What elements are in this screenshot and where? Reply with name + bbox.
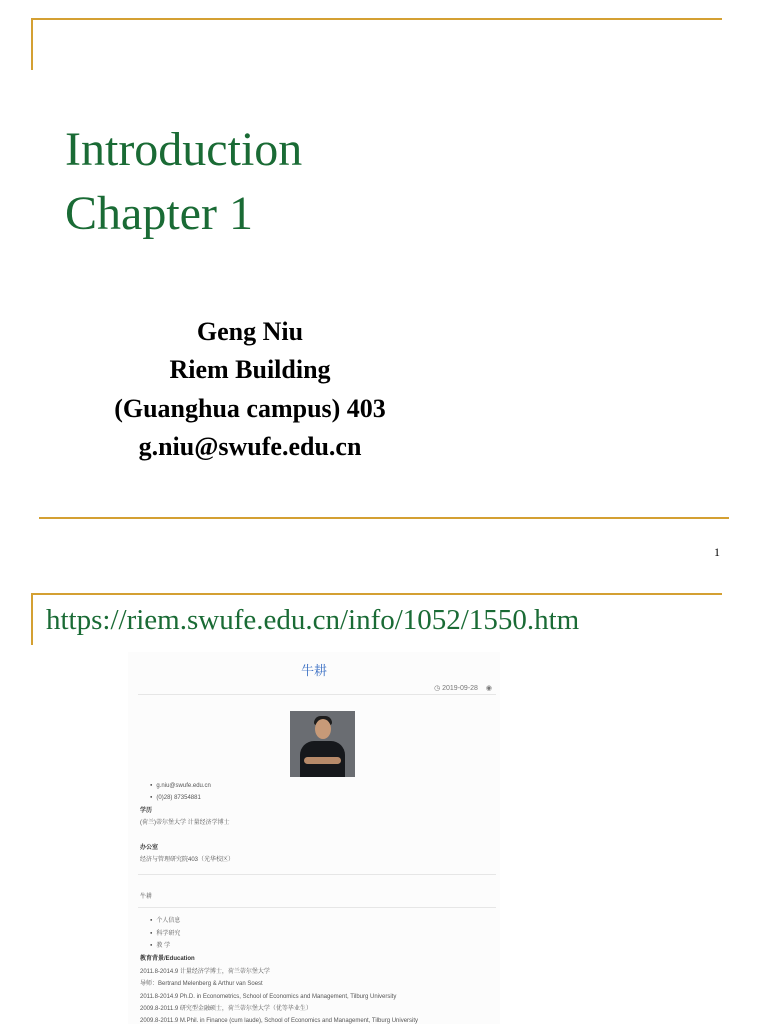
education-line: 2011.8-2014.9 Ph.D. in Econometrics, School of Economics and Management, Tilburg University (140, 994, 397, 1000)
education-line: 2009.8-2011.9 研究型金融硕士，荷兰蒂尔堡大学（优等毕业生） (140, 1006, 312, 1012)
webpage-screenshot (128, 652, 500, 1024)
menu-item-research[interactable]: ● 科学研究 (150, 931, 180, 937)
slide1-left-rule (31, 18, 33, 70)
menu-item-teaching[interactable]: ● 教 学 (150, 943, 170, 949)
degree-heading: 学历 (140, 808, 153, 814)
office-heading: 办公室 (140, 845, 159, 851)
office-text: 经济与管理研究院403（光华校区） (140, 857, 235, 863)
webpage-date (434, 684, 492, 692)
education-line: 导师：Bertrand Melenberg & Arthur van Soest (140, 981, 263, 987)
section-name: 牛耕 (140, 894, 153, 900)
education-line: 2009.8-2011.9 M.Phil. in Finance (cum laude), School of Economics and Management, Tilburg University (140, 1018, 419, 1024)
contact-email: ● g.niu@swufe.edu.cn (150, 783, 211, 789)
webpage-title: 牛耕 (300, 663, 327, 678)
page-number: 1 (714, 545, 720, 559)
slide1-top-rule (32, 18, 722, 20)
contact-phone: ● (0)28) 87354881 (150, 795, 201, 801)
clock-icon: ◷ (434, 685, 441, 692)
slide2-top-rule (32, 593, 722, 595)
profile-photo (290, 711, 355, 777)
menu-item-profile[interactable]: ● 个人信息 (150, 918, 180, 924)
slide-title: Introduction (65, 123, 303, 176)
slide1-bottom-rule (39, 517, 729, 519)
profile-url: https://riem.swufe.edu.cn/info/1052/1550.htm (46, 604, 580, 636)
section-divider-2 (138, 907, 496, 908)
education-heading: 教育背景/Education (140, 956, 195, 962)
author-building: Riem Building (169, 355, 331, 384)
author-room: (Guanghua campus) 403 (114, 394, 386, 423)
author-email: g.niu@swufe.edu.cn (138, 432, 362, 461)
date-text: 2019-09-28 (442, 685, 478, 692)
slide2-left-rule (31, 593, 33, 645)
eye-icon: ◉ (485, 685, 492, 692)
section-divider (138, 874, 496, 875)
education-line: 2011.8-2014.9 计量经济学博士，荷兰蒂尔堡大学 (140, 969, 270, 975)
degree-text: (荷兰)蒂尔堡大学 计量经济学博士 (140, 820, 230, 826)
author-name: Geng Niu (196, 317, 304, 346)
webpage-divider (138, 694, 496, 695)
slide-subtitle: Chapter 1 (65, 187, 253, 240)
